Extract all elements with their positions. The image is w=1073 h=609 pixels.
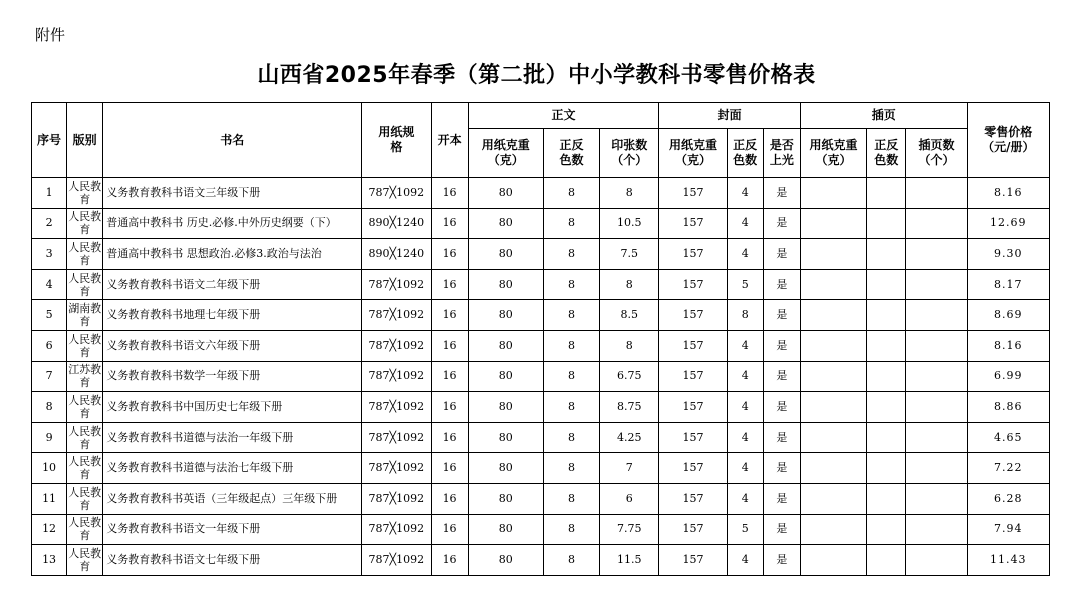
cell-book-name: 义务教育教科书数学一年级下册 — [103, 361, 362, 392]
header-cover-glossy: 是否上光 — [763, 129, 800, 178]
cell-cover-colors: 5 — [727, 269, 763, 300]
cell-insert-paper-weight — [800, 269, 866, 300]
cell-publisher: 江苏教育 — [67, 361, 103, 392]
cell-body-paper-weight: 80 — [468, 330, 543, 361]
header-body-sheets: 印张数（个） — [600, 129, 659, 178]
cell-insert-pages — [906, 330, 967, 361]
cell-cover-colors: 8 — [727, 300, 763, 331]
cell-insert-colors — [867, 269, 906, 300]
cell-format: 16 — [431, 239, 468, 270]
table-row — [32, 514, 1050, 545]
header-seq: 序号 — [32, 103, 67, 178]
cell-body-colors: 8 — [543, 483, 599, 514]
cell-body-colors: 8 — [543, 330, 599, 361]
cell-paper-spec: 787╳1092 — [362, 422, 431, 453]
cell-paper-spec: 787╳1092 — [362, 392, 431, 423]
cell-body-sheets: 8.5 — [600, 300, 659, 331]
cell-body-paper-weight: 80 — [468, 392, 543, 423]
cell-body-paper-weight: 80 — [468, 239, 543, 270]
cell-cover-colors: 4 — [727, 239, 763, 270]
cell-seq: 2 — [32, 208, 67, 239]
header-publisher: 版别 — [67, 103, 103, 178]
cell-body-colors: 8 — [543, 208, 599, 239]
cell-price: 8.16 — [967, 178, 1049, 209]
cell-seq: 11 — [32, 483, 67, 514]
cell-cover-paper-weight: 157 — [659, 208, 727, 239]
cell-body-sheets: 6 — [600, 483, 659, 514]
cell-format: 16 — [431, 392, 468, 423]
cell-format: 16 — [431, 453, 468, 484]
cell-insert-colors — [867, 483, 906, 514]
cell-body-colors: 8 — [543, 239, 599, 270]
cell-insert-paper-weight — [800, 545, 866, 576]
cell-book-name: 义务教育教科书语文二年级下册 — [103, 269, 362, 300]
header-cover-paper-weight: 用纸克重（克） — [659, 129, 727, 178]
cell-price: 12.69 — [967, 208, 1049, 239]
cell-cover-colors: 4 — [727, 545, 763, 576]
cell-paper-spec: 787╳1092 — [362, 300, 431, 331]
cell-price: 8.16 — [967, 330, 1049, 361]
cell-cover-paper-weight: 157 — [659, 330, 727, 361]
cell-format: 16 — [431, 514, 468, 545]
cell-cover-glossy: 是 — [763, 422, 800, 453]
cell-seq: 6 — [32, 330, 67, 361]
header-insert-group: 插页 — [800, 103, 967, 129]
header-body-group: 正文 — [468, 103, 659, 129]
table-row — [32, 178, 1050, 209]
cell-price: 7.22 — [967, 453, 1049, 484]
cell-seq: 13 — [32, 545, 67, 576]
cell-book-name: 义务教育教科书语文七年级下册 — [103, 545, 362, 576]
cell-insert-paper-weight — [800, 514, 866, 545]
cell-body-sheets: 8 — [600, 330, 659, 361]
cell-book-name: 普通高中教科书 历史.必修.中外历史纲要（下） — [103, 208, 362, 239]
cell-paper-spec: 890╳1240 — [362, 239, 431, 270]
table-row — [32, 208, 1050, 239]
cell-price: 9.30 — [967, 239, 1049, 270]
cell-cover-glossy: 是 — [763, 300, 800, 331]
cell-cover-glossy: 是 — [763, 239, 800, 270]
cell-insert-colors — [867, 330, 906, 361]
cell-cover-paper-weight: 157 — [659, 178, 727, 209]
cell-body-colors: 8 — [543, 453, 599, 484]
cell-body-colors: 8 — [543, 269, 599, 300]
cell-price: 4.65 — [967, 422, 1049, 453]
cell-cover-paper-weight: 157 — [659, 453, 727, 484]
cell-body-paper-weight: 80 — [468, 545, 543, 576]
cell-publisher: 人民教育 — [67, 545, 103, 576]
table-row — [32, 361, 1050, 392]
cell-publisher: 人民教育 — [67, 208, 103, 239]
header-body-colors: 正反色数 — [543, 129, 599, 178]
cell-body-colors: 8 — [543, 361, 599, 392]
cell-insert-colors — [867, 545, 906, 576]
cell-cover-glossy: 是 — [763, 269, 800, 300]
cell-insert-colors — [867, 514, 906, 545]
cell-body-sheets: 8 — [600, 269, 659, 300]
table-row — [32, 300, 1050, 331]
cell-publisher: 人民教育 — [67, 392, 103, 423]
cell-seq: 10 — [32, 453, 67, 484]
cell-cover-paper-weight: 157 — [659, 514, 727, 545]
cell-insert-colors — [867, 422, 906, 453]
cell-body-sheets: 11.5 — [600, 545, 659, 576]
cell-cover-glossy: 是 — [763, 483, 800, 514]
cell-price: 6.28 — [967, 483, 1049, 514]
cell-cover-paper-weight: 157 — [659, 361, 727, 392]
cell-paper-spec: 787╳1092 — [362, 330, 431, 361]
cell-insert-pages — [906, 422, 967, 453]
cell-cover-glossy: 是 — [763, 453, 800, 484]
cell-body-paper-weight: 80 — [468, 208, 543, 239]
cell-paper-spec: 787╳1092 — [362, 514, 431, 545]
cell-insert-pages — [906, 361, 967, 392]
cell-seq: 9 — [32, 422, 67, 453]
cell-cover-colors: 4 — [727, 422, 763, 453]
cell-body-colors: 8 — [543, 300, 599, 331]
cell-book-name: 义务教育教科书中国历史七年级下册 — [103, 392, 362, 423]
cell-body-sheets: 7.75 — [600, 514, 659, 545]
cell-publisher: 人民教育 — [67, 453, 103, 484]
cell-cover-glossy: 是 — [763, 178, 800, 209]
cell-seq: 8 — [32, 392, 67, 423]
cell-body-sheets: 8 — [600, 178, 659, 209]
cell-paper-spec: 787╳1092 — [362, 545, 431, 576]
cell-cover-colors: 4 — [727, 483, 763, 514]
cell-insert-colors — [867, 453, 906, 484]
cell-cover-colors: 4 — [727, 361, 763, 392]
header-book-name: 书名 — [103, 103, 362, 178]
cell-insert-paper-weight — [800, 483, 866, 514]
cell-paper-spec: 787╳1092 — [362, 361, 431, 392]
cell-cover-paper-weight: 157 — [659, 239, 727, 270]
header-format: 开本 — [431, 103, 468, 178]
cell-body-paper-weight: 80 — [468, 269, 543, 300]
cell-insert-pages — [906, 453, 967, 484]
cell-body-paper-weight: 80 — [468, 453, 543, 484]
cell-body-sheets: 10.5 — [600, 208, 659, 239]
cell-body-sheets: 4.25 — [600, 422, 659, 453]
cell-format: 16 — [431, 269, 468, 300]
cell-insert-paper-weight — [800, 453, 866, 484]
cell-seq: 3 — [32, 239, 67, 270]
cell-book-name: 义务教育教科书语文六年级下册 — [103, 330, 362, 361]
cell-body-paper-weight: 80 — [468, 178, 543, 209]
cell-book-name: 义务教育教科书英语（三年级起点）三年级下册 — [103, 483, 362, 514]
cell-body-paper-weight: 80 — [468, 483, 543, 514]
cell-format: 16 — [431, 483, 468, 514]
cell-insert-colors — [867, 239, 906, 270]
header-body-paper-weight: 用纸克重（克） — [468, 129, 543, 178]
table-row — [32, 392, 1050, 423]
page-title: 山西省2025年春季（第二批）中小学教科书零售价格表 — [257, 63, 816, 88]
cell-format: 16 — [431, 422, 468, 453]
cell-body-paper-weight: 80 — [468, 514, 543, 545]
cell-insert-pages — [906, 178, 967, 209]
cell-insert-paper-weight — [800, 422, 866, 453]
cell-cover-glossy: 是 — [763, 330, 800, 361]
cell-cover-colors: 5 — [727, 514, 763, 545]
cell-paper-spec: 787╳1092 — [362, 178, 431, 209]
cell-body-colors: 8 — [543, 514, 599, 545]
cell-publisher: 人民教育 — [67, 483, 103, 514]
cell-seq: 1 — [32, 178, 67, 209]
cell-insert-pages — [906, 239, 967, 270]
cell-insert-colors — [867, 361, 906, 392]
cell-insert-pages — [906, 514, 967, 545]
cell-insert-paper-weight — [800, 361, 866, 392]
cell-paper-spec: 890╳1240 — [362, 208, 431, 239]
cell-price: 6.99 — [967, 361, 1049, 392]
cell-cover-paper-weight: 157 — [659, 483, 727, 514]
cell-insert-paper-weight — [800, 392, 866, 423]
cell-publisher: 人民教育 — [67, 239, 103, 270]
cell-book-name: 义务教育教科书语文一年级下册 — [103, 514, 362, 545]
cell-cover-colors: 4 — [727, 208, 763, 239]
cell-book-name: 普通高中教科书 思想政治.必修3.政治与法治 — [103, 239, 362, 270]
cell-publisher: 湖南教育 — [67, 300, 103, 331]
cell-body-paper-weight: 80 — [468, 300, 543, 331]
cell-cover-paper-weight: 157 — [659, 422, 727, 453]
cell-body-sheets: 6.75 — [600, 361, 659, 392]
cell-format: 16 — [431, 178, 468, 209]
cell-insert-pages — [906, 545, 967, 576]
cell-format: 16 — [431, 361, 468, 392]
cell-insert-pages — [906, 208, 967, 239]
cell-price: 8.86 — [967, 392, 1049, 423]
table-row — [32, 239, 1050, 270]
cell-seq: 12 — [32, 514, 67, 545]
cell-insert-paper-weight — [800, 239, 866, 270]
cell-insert-pages — [906, 300, 967, 331]
cell-book-name: 义务教育教科书道德与法治一年级下册 — [103, 422, 362, 453]
header-insert-pages: 插页数（个） — [906, 129, 967, 178]
cell-cover-colors: 4 — [727, 330, 763, 361]
cell-body-sheets: 7.5 — [600, 239, 659, 270]
cell-insert-pages — [906, 483, 967, 514]
cell-cover-paper-weight: 157 — [659, 269, 727, 300]
cell-body-colors: 8 — [543, 392, 599, 423]
cell-seq: 5 — [32, 300, 67, 331]
cell-insert-colors — [867, 300, 906, 331]
cell-format: 16 — [431, 545, 468, 576]
cell-publisher: 人民教育 — [67, 178, 103, 209]
cell-price: 8.69 — [967, 300, 1049, 331]
cell-cover-paper-weight: 157 — [659, 392, 727, 423]
cell-format: 16 — [431, 330, 468, 361]
cell-cover-colors: 4 — [727, 453, 763, 484]
cell-insert-paper-weight — [800, 208, 866, 239]
cell-publisher: 人民教育 — [67, 269, 103, 300]
cell-insert-paper-weight — [800, 330, 866, 361]
cell-publisher: 人民教育 — [67, 422, 103, 453]
cell-insert-colors — [867, 392, 906, 423]
cell-body-sheets: 7 — [600, 453, 659, 484]
cell-insert-pages — [906, 392, 967, 423]
table-row — [32, 422, 1050, 453]
cell-price: 11.43 — [967, 545, 1049, 576]
table-row — [32, 545, 1050, 576]
cell-cover-glossy: 是 — [763, 545, 800, 576]
cell-paper-spec: 787╳1092 — [362, 483, 431, 514]
cell-body-colors: 8 — [543, 178, 599, 209]
cell-body-sheets: 8.75 — [600, 392, 659, 423]
table-row — [32, 269, 1050, 300]
cell-cover-glossy: 是 — [763, 361, 800, 392]
table-row — [32, 453, 1050, 484]
header-price: 零售价格（元/册） — [967, 103, 1049, 178]
cell-cover-glossy: 是 — [763, 208, 800, 239]
table-row — [32, 483, 1050, 514]
table-row — [32, 330, 1050, 361]
price-table — [31, 102, 1050, 576]
cell-insert-paper-weight — [800, 300, 866, 331]
cell-cover-glossy: 是 — [763, 392, 800, 423]
cell-insert-pages — [906, 269, 967, 300]
cell-cover-colors: 4 — [727, 392, 763, 423]
header-cover-colors: 正反色数 — [727, 129, 763, 178]
cell-seq: 4 — [32, 269, 67, 300]
cell-book-name: 义务教育教科书语文三年级下册 — [103, 178, 362, 209]
header-insert-colors: 正反色数 — [867, 129, 906, 178]
cell-seq: 7 — [32, 361, 67, 392]
cell-body-colors: 8 — [543, 422, 599, 453]
header-paper-spec: 用纸规格 — [362, 103, 431, 178]
cell-cover-paper-weight: 157 — [659, 545, 727, 576]
cell-cover-paper-weight: 157 — [659, 300, 727, 331]
table-body — [32, 178, 1050, 576]
cell-book-name: 义务教育教科书地理七年级下册 — [103, 300, 362, 331]
cell-insert-colors — [867, 178, 906, 209]
cell-cover-glossy: 是 — [763, 514, 800, 545]
cell-publisher: 人民教育 — [67, 330, 103, 361]
cell-body-colors: 8 — [543, 545, 599, 576]
cell-format: 16 — [431, 208, 468, 239]
cell-insert-paper-weight — [800, 178, 866, 209]
cell-price: 7.94 — [967, 514, 1049, 545]
header-cover-group: 封面 — [659, 103, 801, 129]
attachment-label: 附件 — [35, 26, 66, 44]
cell-format: 16 — [431, 300, 468, 331]
cell-paper-spec: 787╳1092 — [362, 269, 431, 300]
header-insert-paper-weight: 用纸克重（克） — [800, 129, 866, 178]
cell-body-paper-weight: 80 — [468, 422, 543, 453]
cell-body-paper-weight: 80 — [468, 361, 543, 392]
cell-price: 8.17 — [967, 269, 1049, 300]
cell-publisher: 人民教育 — [67, 514, 103, 545]
cell-insert-colors — [867, 208, 906, 239]
cell-book-name: 义务教育教科书道德与法治七年级下册 — [103, 453, 362, 484]
cell-cover-colors: 4 — [727, 178, 763, 209]
cell-paper-spec: 787╳1092 — [362, 453, 431, 484]
